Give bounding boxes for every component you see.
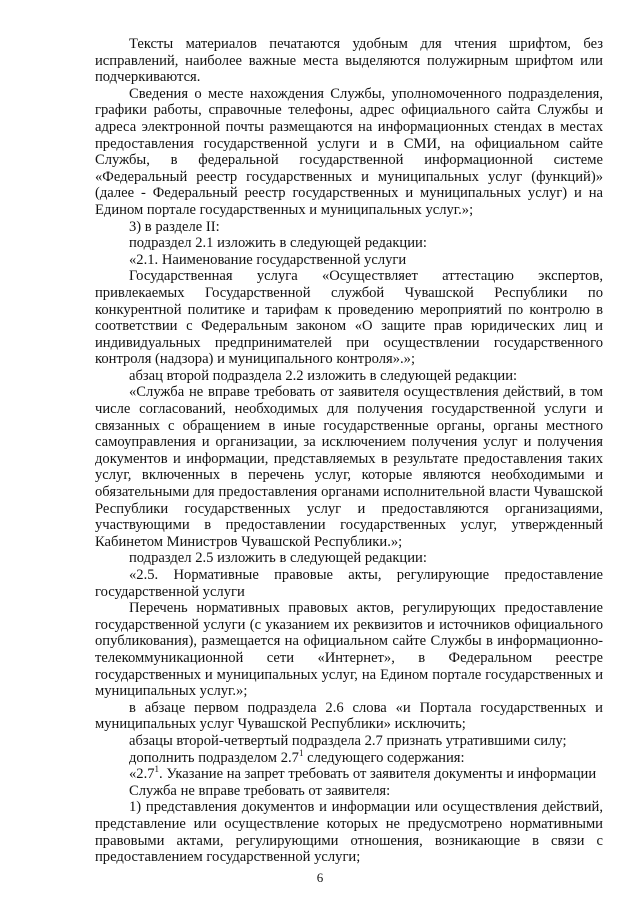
superscript: 1	[154, 764, 160, 775]
paragraph: Тексты материалов печатаются удобным для чтения шрифтом, без исправлений, наиболее важные места выделяются полужирным шрифтом или подчеркиваются.	[95, 36, 603, 86]
paragraph: 1) представления документов и информации или осуществления действий, представление или осуществление которых не предусмотрено нормативными правовыми актами, регулирующими отношения, возникающие в связи с предоставлением государственной услуги;	[95, 799, 603, 866]
text-run: дополнить подразделом 2.7	[129, 749, 299, 766]
text-run: «2.7	[129, 766, 155, 783]
paragraph: подраздел 2.1 изложить в следующей редакции:	[129, 235, 427, 252]
paragraph: абзацы второй-четвертый подраздела 2.7 признать утратившими силу;	[129, 732, 567, 749]
paragraph: «Служба не вправе требовать от заявителя осуществления действий, в том числе согласований, необходимых для получения государственной услуги и связанных с обращением в иные государственные органы, органы местного самоуправления и организации, за исключением получения услуг и получения документов и информации, представляемых в результате предоставления таких услуг, включенных в перечень услуг, которые являются необходимыми и обязательными для предоставления органами исполнительной власти Чувашской Республики государственных услуг и предоставляются организациями, участвующими в предоставлении государственных услуг, утвержденный Кабинетом Министров Чувашской Республики.»;	[95, 384, 603, 550]
paragraph: Служба не вправе требовать от заявителя:	[129, 782, 391, 799]
paragraph: Сведения о месте нахождения Службы, уполномоченного подразделения, графики работы, справочные телефоны, адрес официального сайта Службы и адреса электронной почты размещаются на информационных стендах в местах предоставления государственной услуги и в СМИ, на официальном сайте Службы, в федеральной государственной информационной системе «Федеральный реестр государственных и муниципальных услуг (функций)» (далее - Федеральный реестр государственных и муниципальных услуг) и на Едином портале государственных и муниципальных услуг.»;	[95, 85, 603, 218]
section-heading: «2.1. Наименование государственной услуги	[129, 251, 407, 268]
text-run: следующего содержания:	[303, 749, 465, 766]
superscript: 1	[298, 747, 304, 758]
text-run: . Указание на запрет требовать от заявителя документы и информации	[159, 766, 597, 783]
paragraph: в абзаце первом подраздела 2.6 слова «и Портала государственных и муниципальных услуг Чувашской Республики» исключить;	[95, 699, 603, 733]
paragraph: абзац второй подраздела 2.2 изложить в следующей редакции:	[129, 367, 518, 384]
page-number: 6	[316, 870, 324, 885]
section-heading: «2.5. Нормативные правовые акты, регулирующие предоставление государственной услуги	[95, 567, 603, 600]
paragraph: подраздел 2.5 изложить в следующей редакции:	[129, 550, 427, 567]
paragraph: Государственная услуга «Осуществляет аттестацию экспертов, привлекаемых Государственной службой Чувашской Республики по конкурентной политике и тарифам к проведению мероприятий по контролю в соответствии с Федеральным законом «О защите прав юридических лиц и индивидуальных предпринимателей при осуществлении государственного контроля (надзора) и муниципального контроля».»;	[95, 268, 603, 368]
paragraph	[95, 747, 603, 767]
section-heading	[95, 766, 603, 783]
document-body	[95, 36, 603, 866]
paragraph: 3) в разделе II:	[129, 218, 220, 235]
paragraph: Перечень нормативных правовых актов, регулирующих предоставление государственной услуги (с указанием их реквизитов и источников официального опубликования), размещается на официальном сайте Службы в информационно-телекоммуникационной сети «Интернет», в Федеральном реестре государственных и муниципальных услуг, на Едином портале государственных и муниципальных услуг.»;	[95, 600, 603, 700]
